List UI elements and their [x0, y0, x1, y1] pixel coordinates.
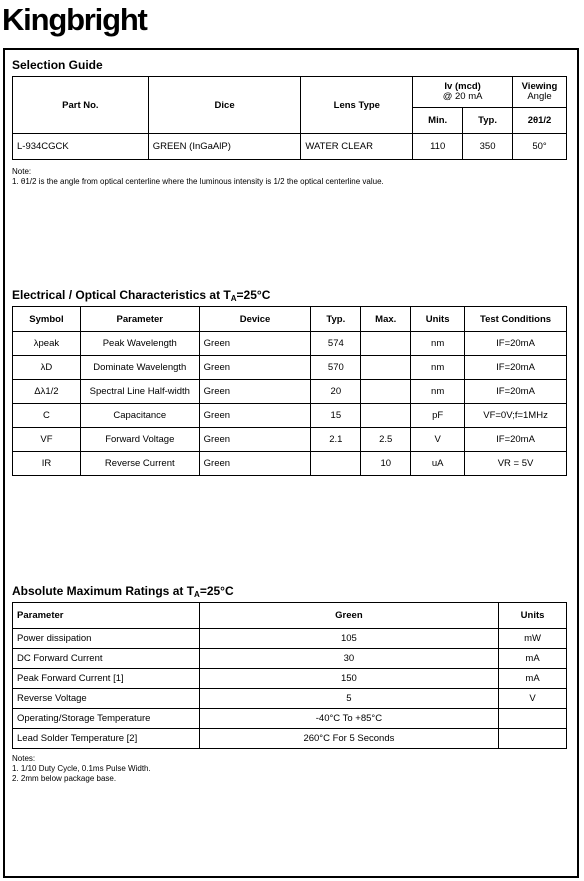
header-angle-label: Angle — [527, 91, 552, 102]
table-row — [13, 689, 567, 709]
units-cell: V — [499, 689, 567, 709]
parameter-cell: Reverse Voltage — [13, 689, 200, 709]
value-cell: 150 — [199, 669, 498, 689]
absolute-note-1: 1. 1/10 Duty Cycle, 0.1ms Pulse Width. — [12, 764, 151, 773]
test-cell: IF=20mA — [465, 332, 567, 356]
electrical-table — [12, 306, 567, 476]
units-cell: nm — [411, 332, 465, 356]
selection-note — [12, 167, 384, 187]
header-row — [13, 603, 567, 629]
header-part-no: Part No. — [13, 77, 149, 134]
parameter-cell: Power dissipation — [13, 629, 200, 649]
max-cell: 10 — [361, 452, 411, 476]
units-cell: uA — [411, 452, 465, 476]
device-cell: Green — [199, 332, 311, 356]
header-symbol: Symbol — [13, 307, 81, 332]
typ-cell: 20 — [311, 380, 361, 404]
symbol-cell: VF — [13, 428, 81, 452]
header-iv-condition: @ 20 mA — [442, 91, 483, 102]
table-row — [13, 629, 567, 649]
value-cell: 5 — [199, 689, 498, 709]
table-row — [13, 669, 567, 689]
header-units: Units — [499, 603, 567, 629]
symbol-cell: IR — [13, 452, 81, 476]
parameter-cell: Spectral Line Half-width — [80, 380, 199, 404]
company-logo: Kingbright — [2, 2, 147, 37]
units-cell: mA — [499, 649, 567, 669]
absolute-notes-label: Notes: — [12, 754, 36, 763]
max-cell — [361, 404, 411, 428]
table-row — [13, 380, 567, 404]
header-test-conditions: Test Conditions — [465, 307, 567, 332]
absolute-notes — [12, 754, 151, 784]
header-min: Min. — [413, 108, 463, 134]
max-cell: 2.5 — [361, 428, 411, 452]
parameter-cell: DC Forward Current — [13, 649, 200, 669]
device-cell: Green — [199, 452, 311, 476]
units-cell: V — [411, 428, 465, 452]
device-cell: Green — [199, 404, 311, 428]
dice-cell: GREEN (InGaAlP) — [148, 134, 301, 160]
selection-note-1: 1. θ1/2 is the angle from optical centerline where the luminous intensity is 1/2 the optical centerline value. — [12, 177, 384, 186]
header-dice: Dice — [148, 77, 301, 134]
value-cell: 105 — [199, 629, 498, 649]
table-row — [13, 332, 567, 356]
header-iv — [413, 77, 513, 108]
electrical-title: Electrical / Optical Characteristics at $T_A=25^\circ C$ — [12, 288, 271, 303]
test-cell: IF=20mA — [465, 428, 567, 452]
parameter-cell: Reverse Current — [80, 452, 199, 476]
header-max: Max. — [361, 307, 411, 332]
header-theta: 2θ1/2 — [513, 108, 567, 134]
parameter-cell: Peak Wavelength — [80, 332, 199, 356]
units-cell — [499, 729, 567, 749]
typ-cell — [311, 452, 361, 476]
absolute-note-2: 2. 2mm below package base. — [12, 774, 117, 783]
units-cell — [499, 709, 567, 729]
typ-cell: 570 — [311, 356, 361, 380]
symbol-cell: λpeak — [13, 332, 81, 356]
value-cell: 30 — [199, 649, 498, 669]
selection-note-label: Note: — [12, 167, 32, 176]
device-cell: Green — [199, 356, 311, 380]
table-row — [13, 729, 567, 749]
device-cell: Green — [199, 428, 311, 452]
max-cell — [361, 332, 411, 356]
table-row — [13, 404, 567, 428]
value-cell: -40°C To +85°C — [199, 709, 498, 729]
viewing-angle-cell: 50° — [513, 134, 567, 160]
units-cell: mW — [499, 629, 567, 649]
header-viewing-angle — [513, 77, 567, 108]
iv-typ-cell: 350 — [463, 134, 513, 160]
header-parameter: Parameter — [13, 603, 200, 629]
symbol-cell: C — [13, 404, 81, 428]
header-lens-type: Lens Type — [301, 77, 413, 134]
header-viewing-label: Viewing — [521, 81, 558, 92]
parameter-cell: Operating/Storage Temperature — [13, 709, 200, 729]
table-row — [13, 356, 567, 380]
max-cell — [361, 380, 411, 404]
selection-guide-title: Selection Guide — [12, 58, 103, 72]
test-cell: IF=20mA — [465, 356, 567, 380]
table-row — [13, 134, 567, 160]
absolute-title: Absolute Maximum Ratings at $T_A=25^\circ C$ — [12, 584, 234, 599]
header-parameter: Parameter — [80, 307, 199, 332]
parameter-cell: Peak Forward Current [1] — [13, 669, 200, 689]
header-green: Green — [199, 603, 498, 629]
units-cell: pF — [411, 404, 465, 428]
header-typ: Typ. — [463, 108, 513, 134]
parameter-cell: Lead Solder Temperature [2] — [13, 729, 200, 749]
device-cell: Green — [199, 380, 311, 404]
part-number-cell: L-934CGCK — [13, 134, 149, 160]
table-row — [13, 709, 567, 729]
units-cell: nm — [411, 380, 465, 404]
units-cell: nm — [411, 356, 465, 380]
table-row — [13, 428, 567, 452]
typ-cell: 15 — [311, 404, 361, 428]
test-cell: VR = 5V — [465, 452, 567, 476]
max-cell — [361, 356, 411, 380]
units-cell: mA — [499, 669, 567, 689]
parameter-cell: Capacitance — [80, 404, 199, 428]
symbol-cell: Δλ1/2 — [13, 380, 81, 404]
absolute-ratings-table — [12, 602, 567, 749]
test-cell: VF=0V;f=1MHz — [465, 404, 567, 428]
value-cell: 260°C For 5 Seconds — [199, 729, 498, 749]
table-row — [13, 649, 567, 669]
typ-cell: 2.1 — [311, 428, 361, 452]
header-typ: Typ. — [311, 307, 361, 332]
parameter-cell: Dominate Wavelength — [80, 356, 199, 380]
typ-cell: 574 — [311, 332, 361, 356]
symbol-cell: λD — [13, 356, 81, 380]
selection-guide-table — [12, 76, 567, 160]
header-units: Units — [411, 307, 465, 332]
test-cell: IF=20mA — [465, 380, 567, 404]
header-iv-label: Iv (mcd) — [444, 81, 481, 92]
lens-type-cell: WATER CLEAR — [301, 134, 413, 160]
header-device: Device — [199, 307, 311, 332]
iv-min-cell: 110 — [413, 134, 463, 160]
parameter-cell: Forward Voltage — [80, 428, 199, 452]
table-row — [13, 452, 567, 476]
